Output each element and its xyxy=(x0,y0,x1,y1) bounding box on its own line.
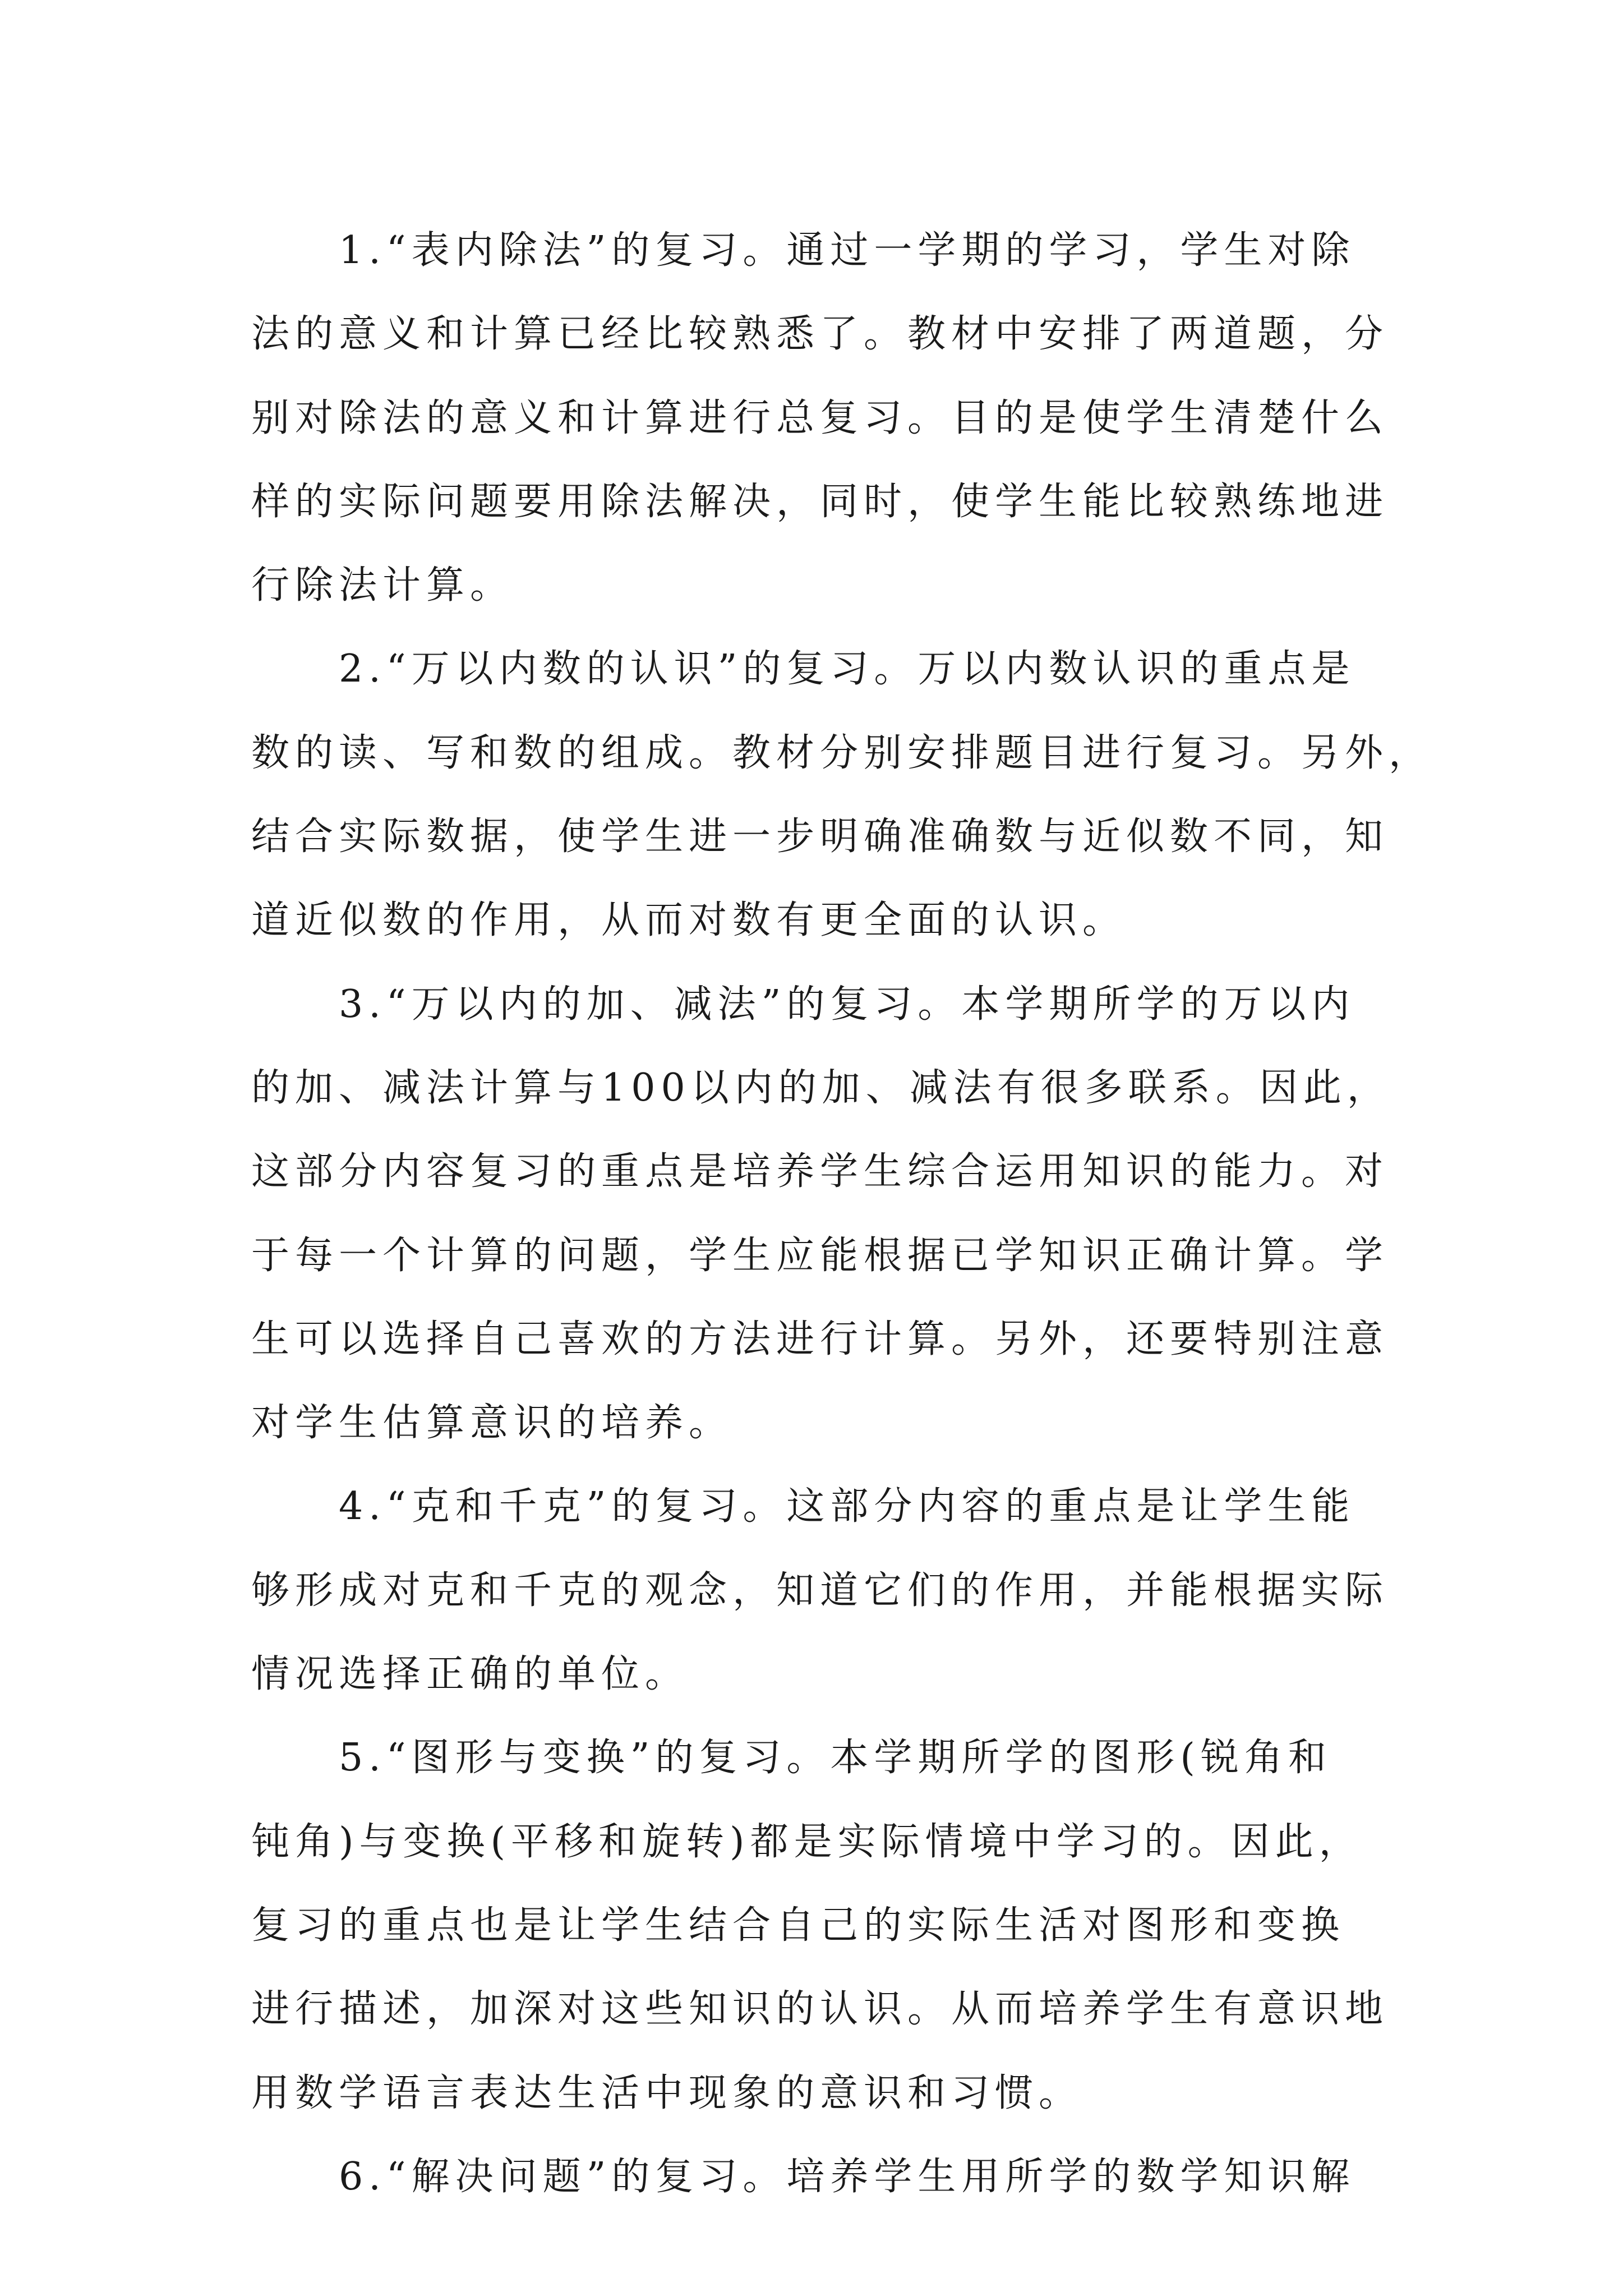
paragraph-4 xyxy=(251,1465,1395,1716)
paragraph-6 xyxy=(251,2135,1395,2219)
paragraph-line: 够形成对克和千克的观念，知道它们的作用，并能根据实际 xyxy=(251,1568,1389,1613)
paragraph-3 xyxy=(251,963,1395,1465)
paragraph-1 xyxy=(251,209,1395,627)
paragraph-line: 结合实际数据，使学生进一步明确准确数与近似数不同，知 xyxy=(251,815,1389,859)
paragraph-line: 复习的重点也是让学生结合自己的实际生活对图形和变换 xyxy=(251,1903,1345,1948)
paragraph-line: 道近似数的作用，从而对数有更全面的认识。 xyxy=(251,898,1127,943)
paragraph-line: 行除法计算。 xyxy=(251,563,514,608)
document-body xyxy=(251,209,1433,2219)
paragraph-line: 生可以选择自己喜欢的方法进行计算。另外，还要特别注意 xyxy=(251,1317,1389,1361)
paragraph-line: 于每一个计算的问题，学生应能根据已学知识正确计算。学 xyxy=(251,1233,1389,1278)
paragraph-line: 情况选择正确的单位。 xyxy=(251,1652,689,1697)
paragraph-line: 样的实际问题要用除法解决，同时，使学生能比较熟练地进 xyxy=(251,479,1389,524)
paragraph-line: 用数学语言表达生活中现象的意识和习惯。 xyxy=(251,2070,1083,2115)
paragraph-2 xyxy=(251,627,1433,962)
paragraph-line: 5.“图形与变换”的复习。本学期所学的图形(锐角和 xyxy=(339,1736,1332,1780)
paragraph-line: 对学生估算意识的培养。 xyxy=(251,1401,733,1446)
paragraph-5 xyxy=(251,1716,1395,2134)
paragraph-line: 2.“万以内数的认识”的复习。万以内数认识的重点是 xyxy=(339,647,1355,692)
paragraph-line: 的加、减法计算与100以内的加、减法有很多联系。因此， xyxy=(251,1065,1391,1110)
paragraph-line: 6.“解决问题”的复习。培养学生用所学的数学知识解 xyxy=(339,2154,1355,2199)
paragraph-line: 数的读、写和数的组成。教材分别安排题目进行复习。另外， xyxy=(251,730,1433,775)
paragraph-line: 法的意义和计算已经比较熟悉了。教材中安排了两道题，分 xyxy=(251,312,1389,357)
paragraph-line: 这部分内容复习的重点是培养学生综合运用知识的能力。对 xyxy=(251,1149,1389,1194)
paragraph-line: 1.“表内除法”的复习。通过一学期的学习，学生对除 xyxy=(339,228,1355,273)
paragraph-line: 3.“万以内的加、减法”的复习。本学期所学的万以内 xyxy=(339,982,1355,1027)
paragraph-line: 进行描述，加深对这些知识的认识。从而培养学生有意识地 xyxy=(251,1987,1389,2032)
paragraph-line: 别对除法的意义和计算进行总复习。目的是使学生清楚什么 xyxy=(251,395,1389,440)
paragraph-line: 钝角)与变换(平移和旋转)都是实际情境中学习的。因此， xyxy=(251,1819,1363,1864)
paragraph-line: 4.“克和千克”的复习。这部分内容的重点是让学生能 xyxy=(339,1484,1355,1529)
